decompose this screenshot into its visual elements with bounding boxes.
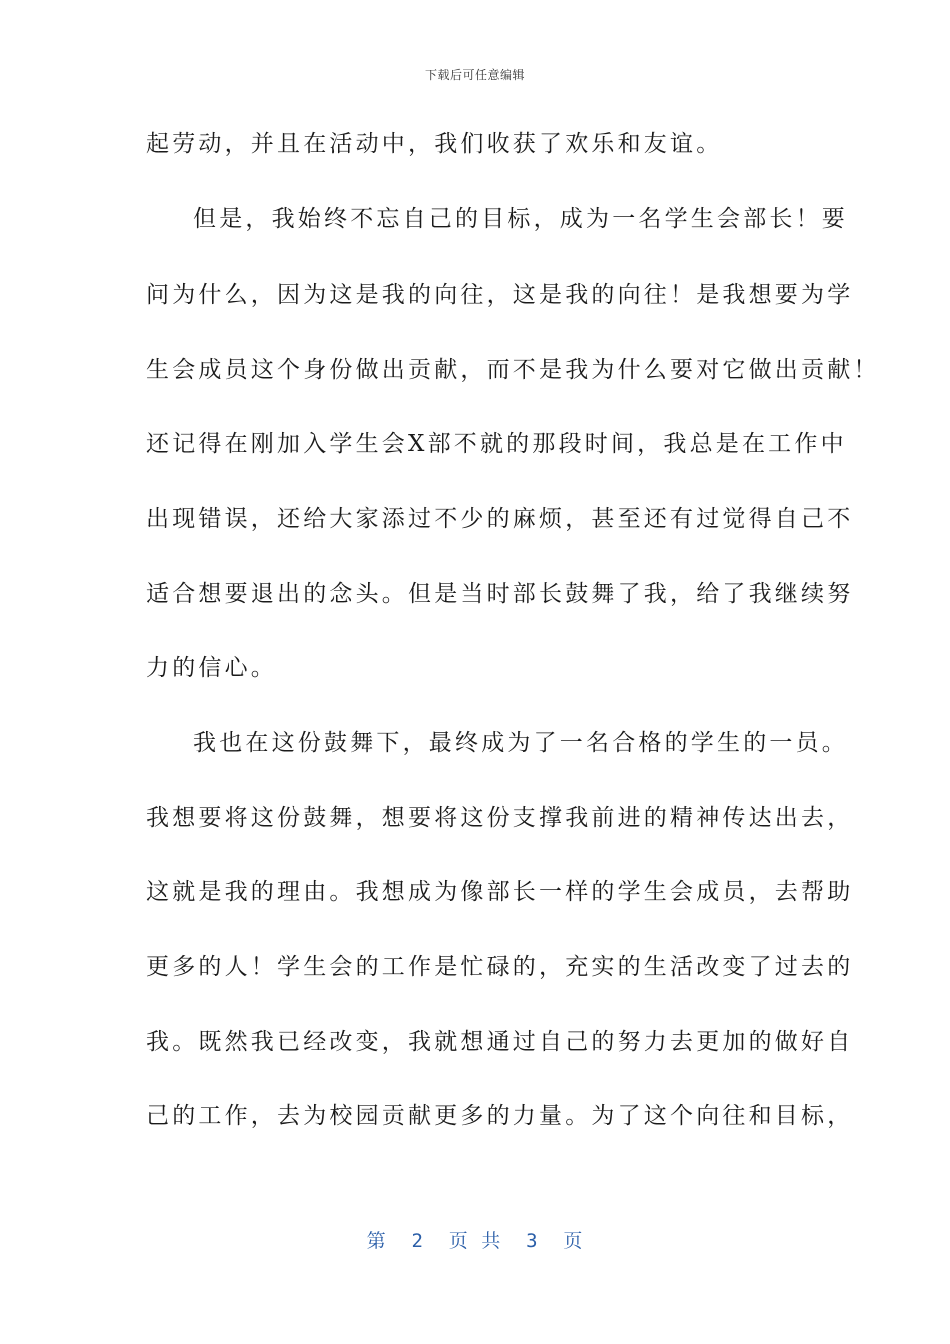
text-line-5: 还记得在刚加入学生会X部不就的那段时间，我总是在工作中: [146, 431, 847, 457]
text-line-14: 己的工作，去为校园贡献更多的力量。为了这个向往和目标，: [146, 1103, 854, 1129]
text-line-2: 但是，我始终不忘自己的目标，成为一名学生会部长！要: [193, 206, 848, 232]
text-line-1: 起劳动，并且在活动中，我们收获了欢乐和友谊。: [146, 131, 723, 157]
header-note: 下载后可任意编辑: [424, 68, 525, 82]
page-number-label: 第 2 页 共 3 页: [366, 1230, 584, 1252]
text-line-7: 适合想要退出的念头。但是当时部长鼓舞了我，给了我继续努: [146, 581, 854, 607]
text-line-6: 出现错误，还给大家添过不少的麻烦，甚至还有过觉得自己不: [146, 506, 854, 532]
text-line-12: 更多的人！学生会的工作是忙碌的，充实的生活改变了过去的: [146, 954, 854, 980]
text-line-9: 我也在这份鼓舞下，最终成为了一名合格的学生的一员。: [193, 730, 848, 756]
text-line-8: 力的信心。: [146, 655, 277, 681]
page-number-footer: [0, 1226, 950, 1253]
text-line-4: 生会成员这个身份做出贡献，而不是我为什么要对它做出贡献！: [146, 357, 880, 383]
text-line-3: 问为什么，因为这是我的向往，这是我的向往！是我想要为学: [146, 282, 854, 308]
text-line-11: 这就是我的理由。我想成为像部长一样的学生会成员，去帮助: [146, 879, 854, 905]
text-line-13: 我。既然我已经改变，我就想通过自己的努力去更加的做好自: [146, 1029, 854, 1055]
text-line-10: 我想要将这份鼓舞，想要将这份支撑我前进的精神传达出去，: [146, 805, 854, 831]
